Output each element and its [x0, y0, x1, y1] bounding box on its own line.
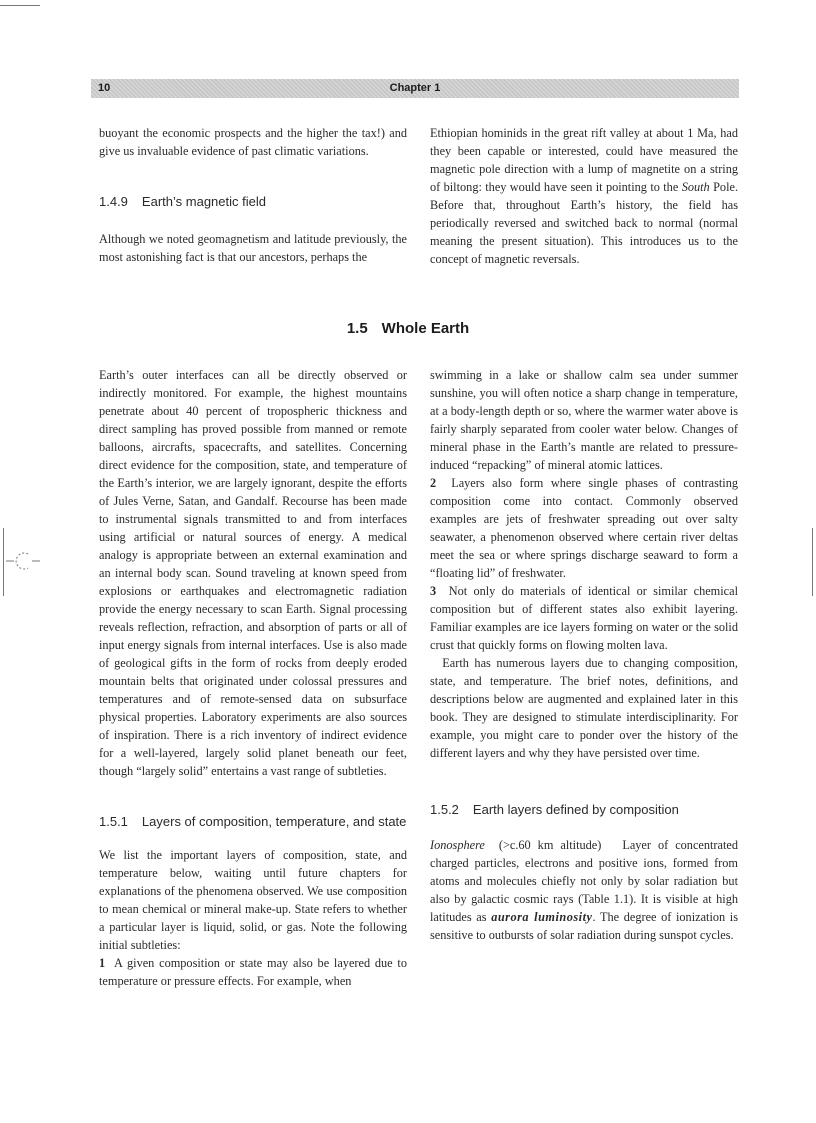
list-number: 2 — [430, 476, 437, 490]
list-number: 1 — [99, 956, 106, 970]
heading-number: 1.5.2 — [430, 802, 459, 817]
heading-1-5-2 — [430, 802, 738, 817]
ionosphere-entry: Ionosphere (>c.60 km altitude) Layer of concentrated charged particles, electrons and positive ions, formed from atoms and molecules chiefly not only by solar radiation but also by galactic cosmic rays (Table 1.1). It is visible at high latitudes as aurora luminosity. The degree of ionization is sensitive to outbursts of solar radiation during sunspot cycles. — [430, 838, 739, 942]
page-number: 10 — [98, 82, 111, 94]
margin-rule-right — [812, 528, 813, 596]
left-column — [99, 366, 407, 990]
top-left-column — [99, 124, 407, 266]
heading-1-5-1 — [99, 814, 407, 829]
heading-number: 1.5.1 — [99, 814, 128, 829]
italic-south: South — [681, 180, 710, 194]
heading-title: Earth’s magnetic field — [141, 194, 266, 209]
list-item-2: 2 Layers also form where single phases of contrasting composition come into contact. Commonly observed examples are jets of freshwater spreading out over salty seawater, a phenomenon observed where certain river deltas meet the sea or where springs discharge seaward to form a “floating lid” of freshwater. — [430, 476, 738, 580]
section-title: Whole Earth — [381, 320, 470, 337]
magnetic-field-paragraph-cont: Ethiopian hominids in the great rift valley at about 1 Ma, had they been capable or interested, could have measured the magnetic pole direction with a lump of magnetite on a string of biltong: they would have seen it pointing to the South Pole. Before that, throughout Earth’s history, the field has periodically reversed and switched back to normal (normal meaning the present situation). This introduces us to the concept of magnetic reversals. — [430, 126, 739, 266]
section-number: 1.5 — [346, 320, 368, 337]
heading-title: Layers of composition, temperature, and state — [141, 814, 407, 829]
layers-paragraph: We list the important layers of composition, state, and temperature below, waiting until future chapters for explanations of the phenomena observed. We use composition to mean chemical or mineral make-up. State refers to whether a particular layer is liquid, solid, or gas. Note the following initial subtleties: — [99, 848, 407, 952]
heading-title: Earth layers defined by composition — [472, 802, 679, 817]
chapter-title: Chapter 1 — [389, 82, 441, 94]
registration-mark-icon — [6, 551, 40, 571]
emphasis-aurora: aurora luminosity — [491, 910, 593, 924]
continued-paragraph: buoyant the economic prospects and the higher the tax!) and give us invaluable evidence of past climatic variations. — [99, 126, 407, 158]
top-right-column — [430, 124, 738, 268]
margin-rule-left — [3, 528, 4, 596]
right-column — [430, 366, 738, 944]
crop-mark — [0, 5, 40, 6]
term-ionosphere: Ionosphere — [430, 838, 485, 852]
list-item-1: 1 A given composition or state may also be layered due to temperature or pressure effects. For example, when — [99, 956, 407, 988]
term-qualifier: (>c.60 km altitude) — [498, 838, 602, 852]
running-header — [91, 79, 739, 98]
section-heading-1-5 — [0, 320, 816, 337]
earth-layers-paragraph: Earth has numerous layers due to changing composition, state, and temperature. The brief notes, definitions, and descriptions below are augmented and explained later in this book. They are designed to stimulate interdisciplinarity. For example, you might care to ponder over the history of the different layers and why they have persisted over time. — [430, 656, 738, 760]
heading-1-4-9 — [99, 194, 407, 209]
whole-earth-paragraph: Earth’s outer interfaces can all be directly observed or indirectly monitored. For example, the highest mountains penetrate about 40 percent of tropospheric thickness and direct sampling has proved possible from manned or remote balloons, aircrafts, spacecrafts, and satellites. Concerning direct evidence for the composition, state, and temperature of the Earth’s interior, we are largely ignorant, despite the efforts of Jules Verne, Satan, and Gandalf. Recourse has been made to instrumental signals transmitted to and from interfaces using artificial or natural sources of energy. A medical analogy is appropriate between an external examination and an internal body scan. Sound traveling at known speed from explosions or earthquakes and electromagnetic radiation provide the energy necessary to scan Earth. Signal processing reveals reflection, refraction, and absorption of parts or all of input energy signals from internal interfaces. Use is also made of geological gifts in the form of rocks from deeply eroded mountain belts that originated under colossal pressures and temperatures and of remote-sensed data on subsurface physical properties. Laboratory experiments are also sources of inspiration. There is a rich inventory of indirect evidence for a well-layered, largely solid planet beneath our feet, though “largely solid” entertains a vast range of subtleties. — [99, 368, 407, 778]
heading-number: 1.4.9 — [99, 194, 128, 209]
list-number: 3 — [430, 584, 437, 598]
list-item-3: 3 Not only do materials of identical or similar chemical composition but of different states also exhibit layering. Familiar examples are ice layers forming on water or the solid crust that quickly forms on flowing molten lava. — [430, 584, 738, 652]
list-item-1-cont: swimming in a lake or shallow calm sea under summer sunshine, you will often notice a sharp change in temperature, at a body-length depth or so, where the warmer water above is fairly sharply separated from cooler water below. Changes of mineral phase in the Earth’s mantle are related to pressure-induced “repacking” of mineral atomic lattices. — [430, 368, 738, 472]
magnetic-field-paragraph: Although we noted geomagnetism and latitude previously, the most astonishing fact is that our ancestors, perhaps the — [99, 232, 407, 264]
